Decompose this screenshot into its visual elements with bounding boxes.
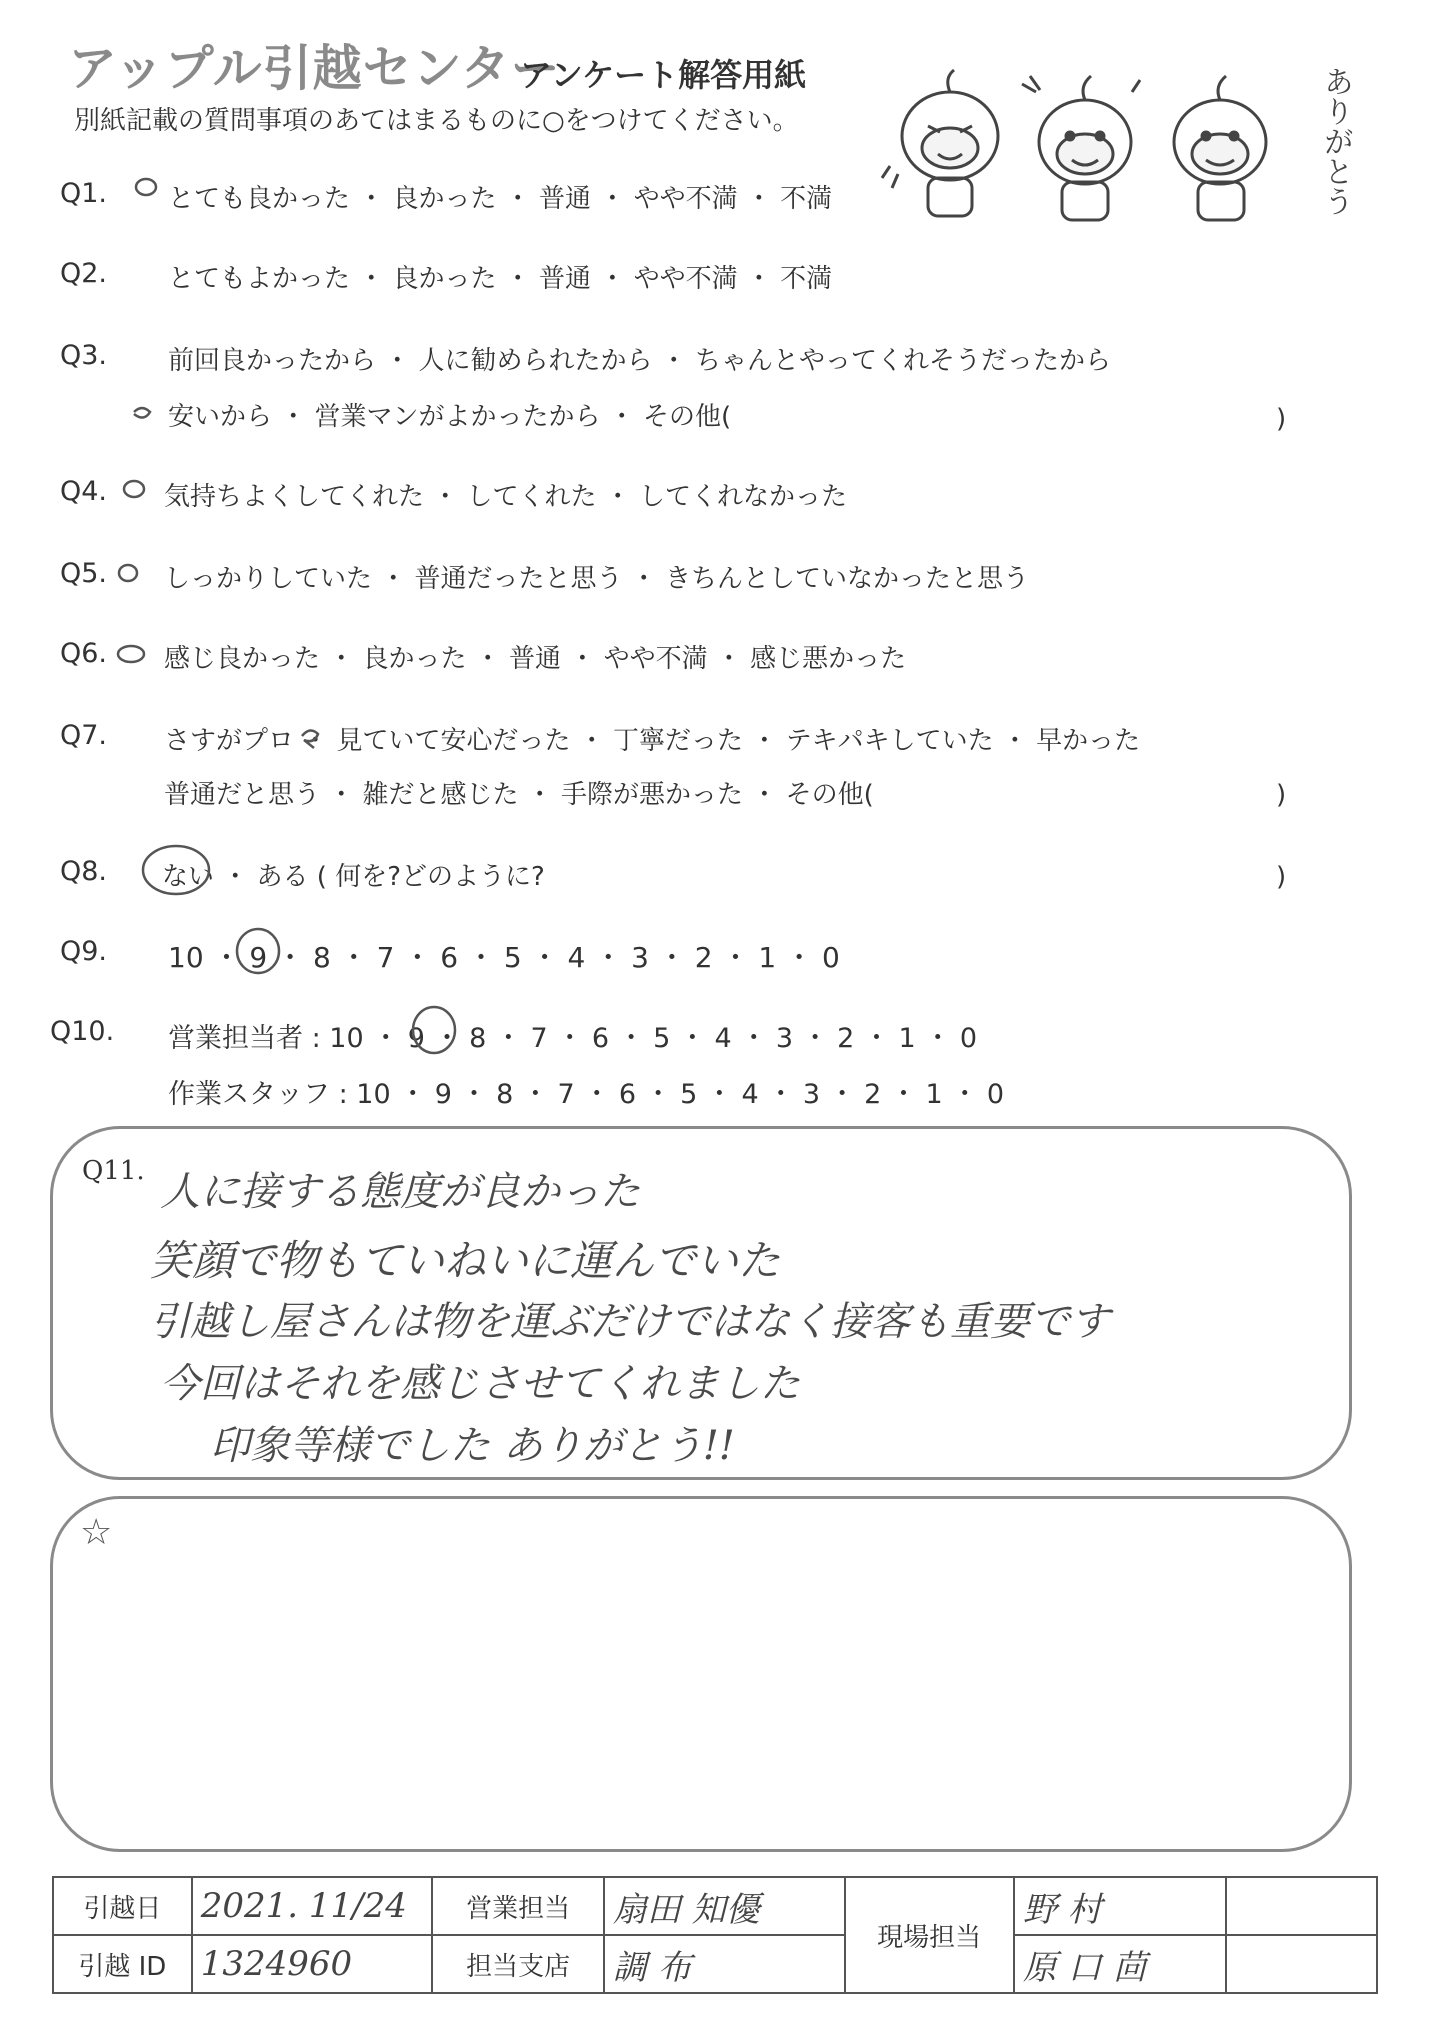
- q8-options[interactable]: ない ・ ある ( 何を?どのように?: [162, 862, 545, 892]
- move-id-label: 引越 ID: [53, 1935, 192, 1993]
- site-staff-label: 現場担当: [845, 1877, 1014, 1993]
- q3-options-line1[interactable]: 前回良かったから ・ 人に勧められたから ・ ちゃんとやってくれそうだったから: [168, 346, 1112, 376]
- q2-label: Q2.: [60, 258, 108, 289]
- q3-close-paren: ): [1276, 404, 1287, 434]
- q11-comment-line1: 人に接する態度が良かった: [160, 1169, 640, 1215]
- q11-comment-line2: 笑顔で物もていねいに運んでいた: [150, 1236, 781, 1285]
- q8-circle-icon: [138, 842, 214, 898]
- q7-label: Q7.: [60, 720, 108, 751]
- site-staff-empty-1[interactable]: [1226, 1877, 1377, 1935]
- q11-comment-line5: 印象等様でした ありがとう!!: [210, 1423, 735, 1469]
- mascot-illustration: [880, 56, 1340, 226]
- q11-comment-line3: 引越し屋さんは物を運ぶだけではなく接客も重要です: [150, 1299, 1110, 1345]
- site-staff-value-2[interactable]: [1014, 1935, 1226, 1993]
- q10-circle-icon: [408, 1002, 460, 1058]
- thanks-vertical-text: ありがとう: [1318, 66, 1353, 216]
- instruction-text: 別紙記載の質問事項のあてはまるものに○をつけてください。: [74, 106, 799, 136]
- site-staff-empty-2[interactable]: [1226, 1935, 1377, 1993]
- form-subtitle: アンケート解答用紙: [520, 56, 807, 94]
- site-staff-handwritten-2: 原 口 茴: [1022, 1947, 1147, 1988]
- q6-options[interactable]: 感じ良かった ・ 良かった ・ 普通 ・ やや不満 ・ 感じ悪かった: [164, 644, 907, 674]
- mascot-middle-icon: [1022, 76, 1140, 220]
- star-icon: ☆: [80, 1512, 113, 1553]
- site-staff-handwritten-1: 野 村: [1022, 1889, 1102, 1930]
- q8-label: Q8.: [60, 856, 108, 887]
- sales-rep-value[interactable]: [604, 1877, 845, 1935]
- q1-label: Q1.: [60, 178, 108, 209]
- move-id-value[interactable]: [192, 1935, 433, 1993]
- branch-value[interactable]: [604, 1935, 845, 1993]
- free-comment-box[interactable]: [50, 1496, 1352, 1852]
- footer-info-table: [52, 1876, 1378, 1994]
- mascot-left-icon: [882, 70, 998, 216]
- branch-handwritten: 調 布: [612, 1947, 692, 1988]
- q6-label: Q6.: [60, 638, 108, 669]
- q11-comment-line4: 今回はそれを感じさせてくれました: [160, 1361, 800, 1407]
- q2-options[interactable]: とてもよかった ・ 良かった ・ 普通 ・ やや不満 ・ 不満: [168, 264, 833, 294]
- sales-rep-label: 営業担当: [432, 1877, 603, 1935]
- q7-close-paren: ): [1276, 780, 1287, 810]
- q5-label: Q5.: [60, 558, 108, 589]
- mascot-right-icon: [1174, 76, 1266, 220]
- q10-staff-scale[interactable]: 作業スタッフ : 10 ・ 9 ・ 8 ・ 7 ・ 6 ・ 5 ・ 4 ・ 3 ・ 2 ・ 1 ・ 0: [168, 1079, 1005, 1110]
- move-date-handwritten: 2021. 11/24: [200, 1886, 407, 1926]
- q9-label: Q9.: [60, 936, 108, 967]
- branch-label: 担当支店: [432, 1935, 603, 1993]
- q1-options[interactable]: とても良かった ・ 良かった ・ 普通 ・ やや不満 ・ 不満: [168, 184, 833, 214]
- q8-close-paren: ): [1276, 862, 1287, 892]
- move-date-value[interactable]: [192, 1877, 433, 1935]
- q11-label: Q11.: [82, 1156, 145, 1186]
- q6-mark-icon: [114, 640, 150, 668]
- move-id-handwritten: 1324960: [200, 1944, 353, 1984]
- q7-options-line2[interactable]: 普通だと思う ・ 雑だと感じた ・ 手際が悪かった ・ その他(: [164, 780, 874, 810]
- q3-options-line2[interactable]: 安いから ・ 営業マンがよかったから ・ その他(: [168, 402, 732, 432]
- site-staff-value-1[interactable]: [1014, 1877, 1226, 1935]
- q5-mark-icon: [114, 560, 144, 588]
- form-title: アップル引越センター: [68, 40, 561, 97]
- move-date-label: 引越日: [53, 1877, 192, 1935]
- q10-label: Q10.: [50, 1016, 115, 1047]
- q9-circle-icon: [232, 924, 284, 978]
- q7-options-line1[interactable]: さすがプロ ・ 見ていて安心だった ・ 丁寧だった ・ テキパキしていた ・ 早かった: [164, 726, 1141, 756]
- sales-rep-handwritten: 扇田 知優: [612, 1889, 760, 1930]
- q4-mark-icon: [120, 476, 150, 504]
- q3-mark-icon: [128, 400, 162, 430]
- q4-options[interactable]: 気持ちよくしてくれた ・ してくれた ・ してくれなかった: [164, 482, 848, 512]
- q5-options[interactable]: しっかりしていた ・ 普通だったと思う ・ きちんとしていなかったと思う: [164, 564, 1030, 594]
- q7-mark-icon: [296, 722, 326, 752]
- q9-scale[interactable]: 10 ・ 9 ・ 8 ・ 7 ・ 6 ・ 5 ・ 4 ・ 3 ・ 2 ・ 1 ・ 0: [168, 941, 840, 974]
- q1-mark-icon: [132, 172, 162, 202]
- q4-label: Q4.: [60, 476, 108, 507]
- q3-label: Q3.: [60, 340, 108, 371]
- q10-sales-scale[interactable]: 営業担当者 : 10 ・ 9 ・ 8 ・ 7 ・ 6 ・ 5 ・ 4 ・ 3 ・ 2 ・ 1 ・ 0: [168, 1023, 978, 1054]
